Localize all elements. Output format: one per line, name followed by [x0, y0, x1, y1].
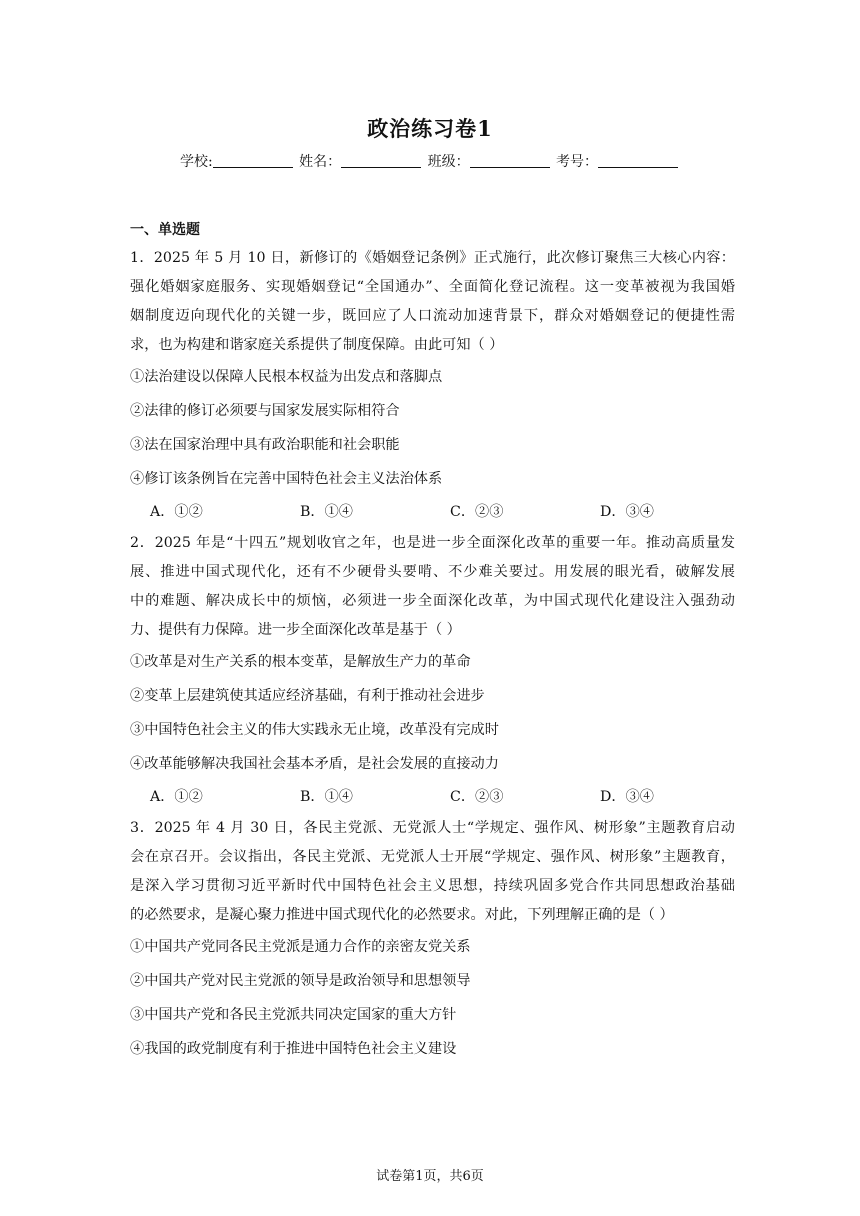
choice-d[interactable]: D．③④ [600, 504, 654, 520]
question-stem-line: 是深入学习贯彻习近平新时代中国特色社会主义思想，持续巩固多党合作共同思想政治基础 [130, 878, 735, 894]
statement-option: ②法律的修订必须要与国家发展实际相符合 [130, 403, 400, 419]
question-stem-line: 会在京召开。会议指出，各民主党派、无党派人士开展“学规定、强作风、树形象”主题教育， [130, 849, 735, 865]
statement-option: ①中国共产党同各民主党派是通力合作的亲密友党关系 [130, 939, 471, 955]
section-title: 一、单选题 [130, 222, 200, 238]
answer-choices [130, 496, 735, 529]
class-label: 班级： [427, 154, 470, 170]
statement-option: ①法治建设以保障人民根本权益为出发点和落脚点 [130, 369, 443, 385]
questions-area [130, 244, 735, 1066]
name-label: 姓名： [299, 154, 342, 170]
school-blank [213, 153, 293, 168]
choice-d[interactable]: D．③④ [600, 789, 654, 805]
question-stem-line: 中的难题、解决成长中的烦恼，必须进一步全面深化改革，为中国式现代化建设注入强劲动 [130, 593, 735, 609]
statement-option: ④我国的政党制度有利于推进中国特色社会主义建设 [130, 1041, 457, 1057]
question-stem-line: 强化婚姻家庭服务、实现婚姻登记“全国通办”、全面简化登记流程。这一变革被视为我国婚 [130, 279, 735, 295]
question-stem-line: 3．2025 年 4 月 30 日，各民主党派、无党派人士“学规定、强作风、树形象”主题教育启动 [130, 820, 735, 836]
statement-option: ④修订该条例旨在完善中国特色社会主义法治体系 [130, 471, 443, 487]
question-2 [130, 529, 735, 814]
choice-a[interactable]: A．①② [150, 789, 203, 805]
question-stem-line: 1．2025 年 5 月 10 日，新修订的《婚姻登记条例》正式施行，此次修订聚焦三大核心内容： [130, 250, 735, 266]
question-stem-line: 求，也为构建和谐家庭关系提供了制度保障。由此可知（ ） [130, 337, 504, 353]
choice-c[interactable]: C．②③ [450, 504, 504, 520]
choice-c[interactable]: C．②③ [450, 789, 504, 805]
answer-choices [130, 781, 735, 814]
question-stem-line: 姻制度迈向现代化的关键一步，既回应了人口流动加速背景下，群众对婚姻登记的便捷性需 [130, 308, 735, 324]
exam-number-label: 考号： [556, 154, 599, 170]
page-title: 政治练习卷1 [367, 116, 493, 141]
statement-option: ③中国共产党和各民主党派共同决定国家的重大方针 [130, 1007, 457, 1023]
question-stem-line: 的必然要求，是凝心聚力推进中国式现代化的必然要求。对此，下列理解正确的是（ ） [130, 907, 674, 923]
student-info-row [0, 151, 860, 171]
statement-option: ③法在国家治理中具有政治职能和社会职能 [130, 437, 400, 453]
statement-option: ③中国特色社会主义的伟大实践永无止境，改革没有完成时 [130, 722, 499, 738]
choice-b[interactable]: B．①④ [300, 504, 353, 520]
statement-option: ④改革能够解决我国社会基本矛盾，是社会发展的直接动力 [130, 756, 499, 772]
school-label: 学校: [179, 154, 213, 170]
question-stem-line: 力、提供有力保障。进一步全面深化改革是基于（ ） [130, 622, 461, 638]
statement-option: ①改革是对生产关系的根本变革，是解放生产力的革命 [130, 654, 471, 670]
class-blank [470, 153, 550, 168]
question-stem-line: 展、推进中国式现代化，还有不少硬骨头要啃、不少难关要过。用发展的眼光看，破解发展 [130, 564, 735, 580]
choice-a[interactable]: A．①② [150, 504, 203, 520]
statement-option: ②变革上层建筑使其适应经济基础，有利于推动社会进步 [130, 688, 485, 704]
question-stem-line: 2．2025 年是“十四五”规划收官之年，也是进一步全面深化改革的重要一年。推动高质量发 [130, 535, 735, 551]
question-1 [130, 244, 735, 529]
page-footer: 试卷第1页，共6页 [376, 1169, 484, 1184]
statement-option: ②中国共产党对民主党派的领导是政治领导和思想领导 [130, 973, 471, 989]
question-3 [130, 814, 735, 1066]
choice-b[interactable]: B．①④ [300, 789, 353, 805]
exam-number-blank [598, 153, 678, 168]
name-blank [341, 153, 421, 168]
